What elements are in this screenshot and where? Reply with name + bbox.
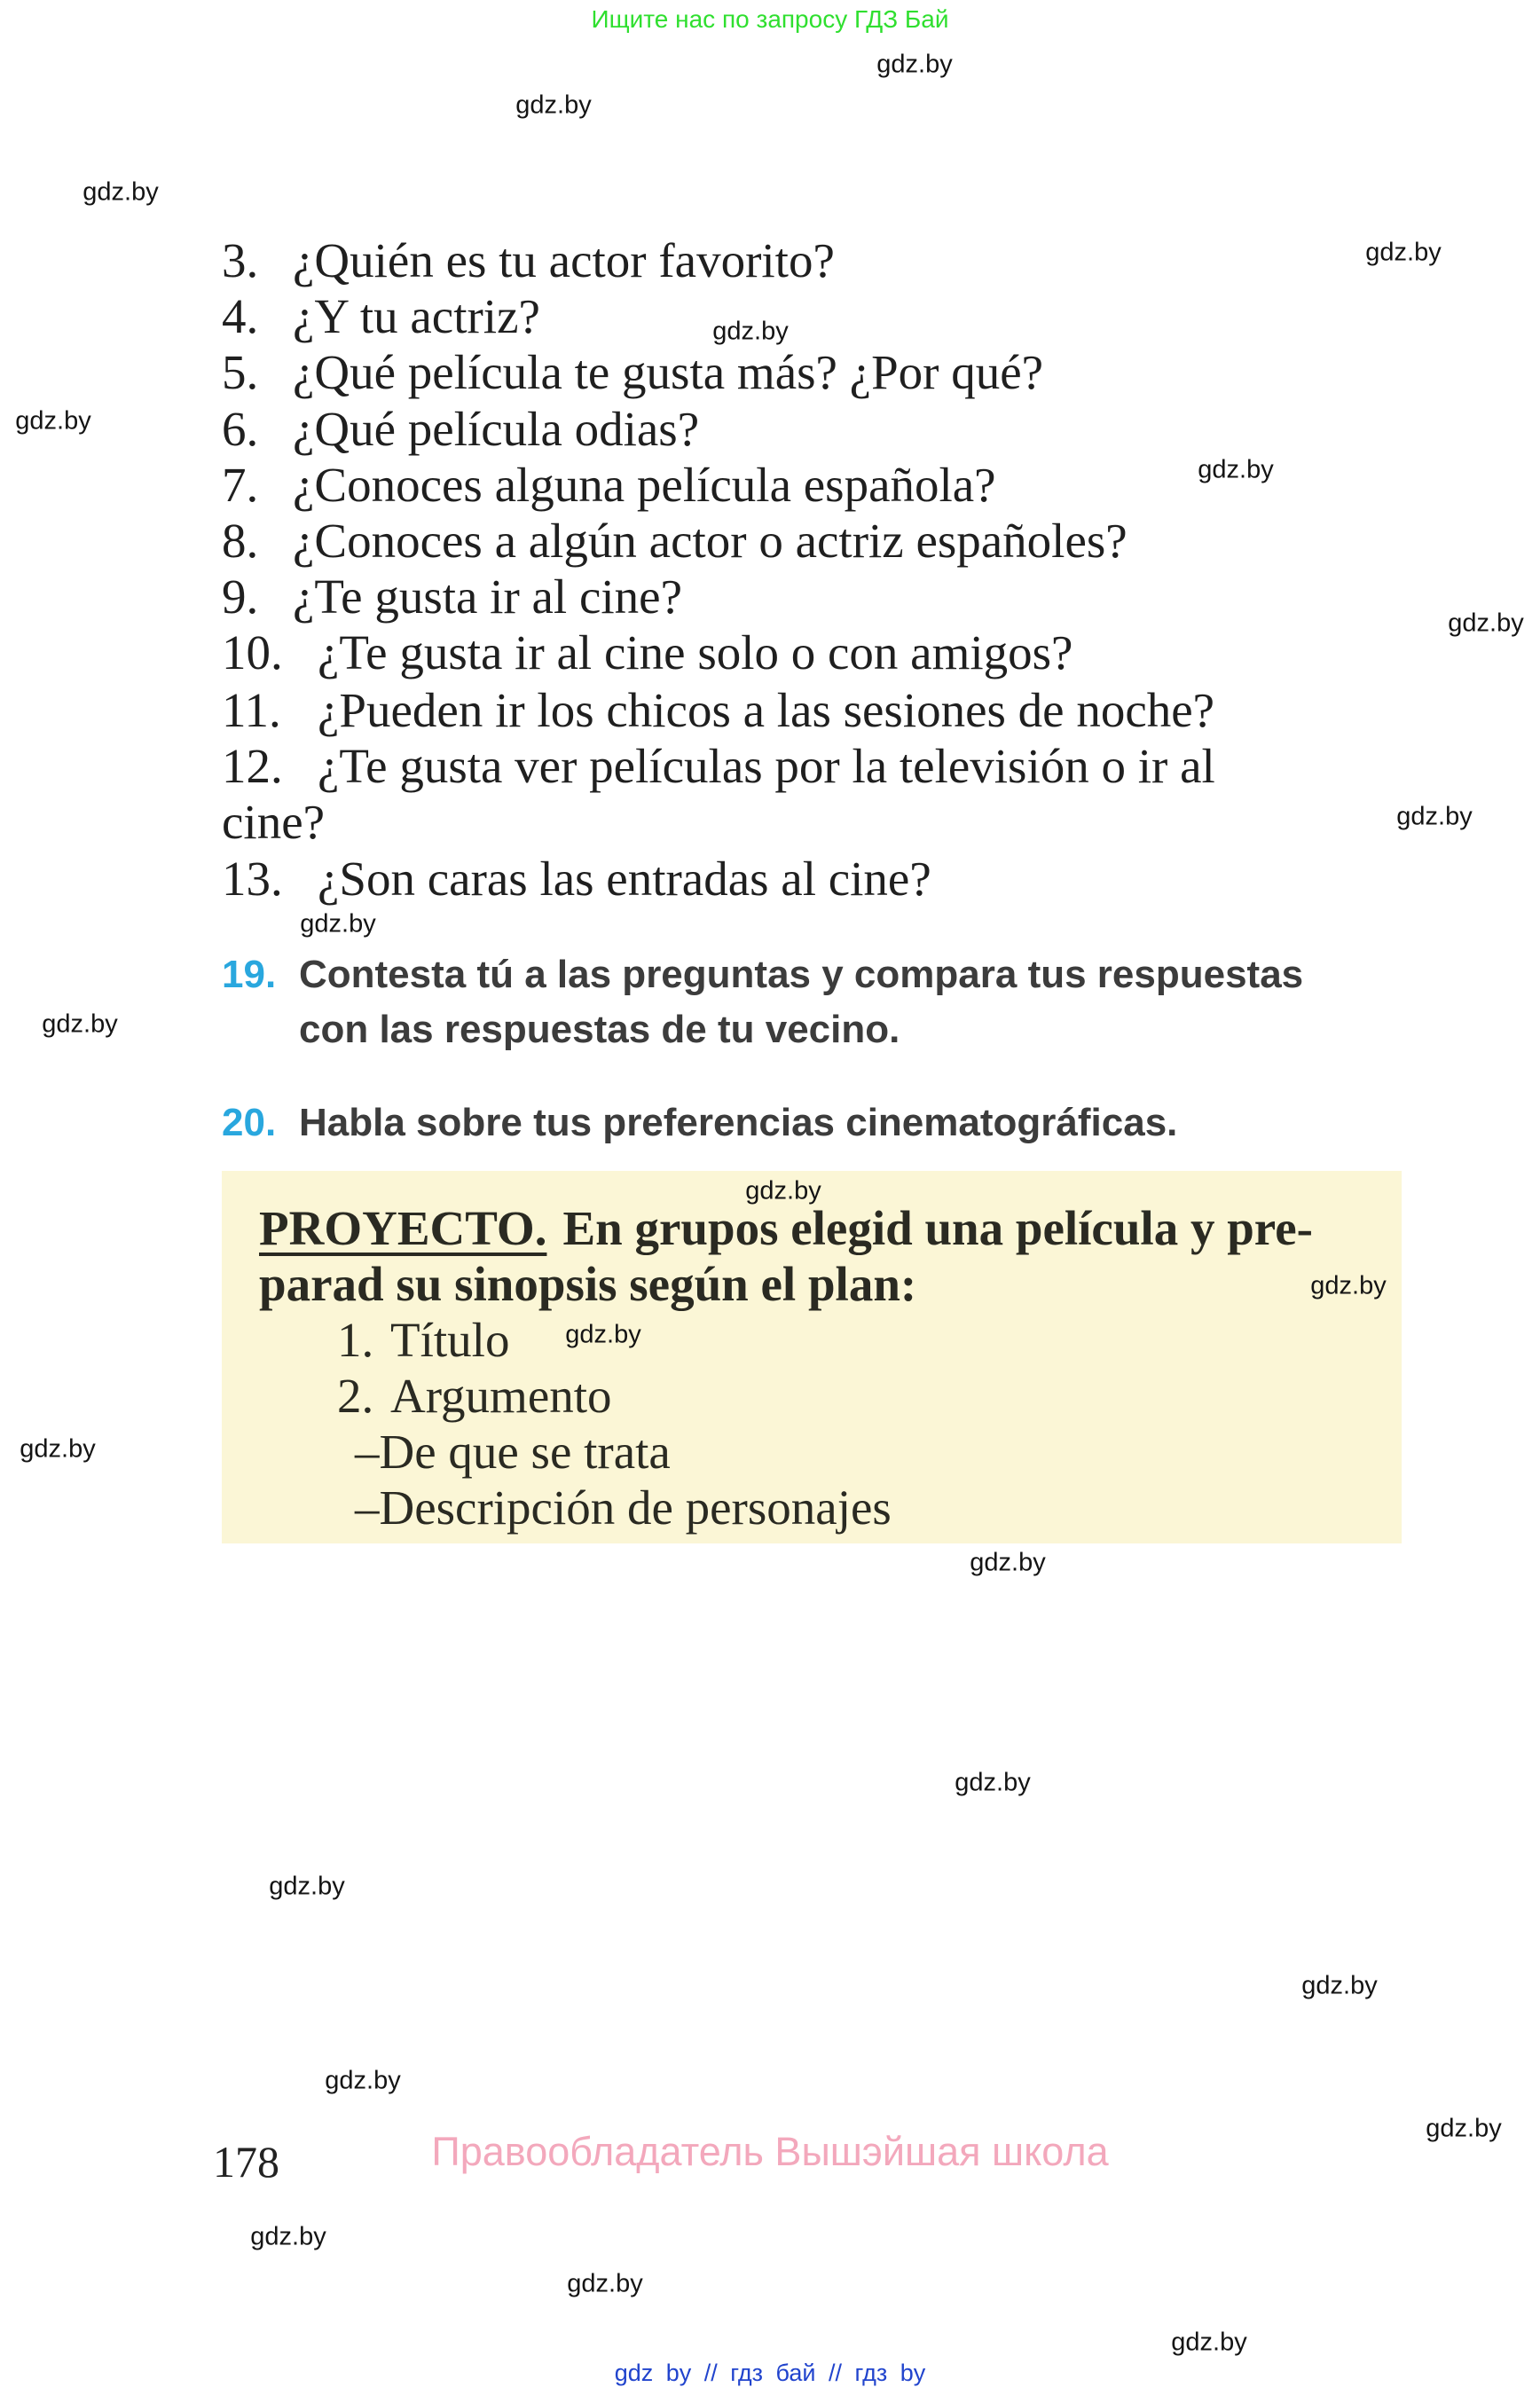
question-number: 8. <box>222 514 259 568</box>
project-subitem-text: De que se trata <box>379 1425 671 1479</box>
question-text: cine? <box>222 795 326 849</box>
gdz-watermark: gdz.by <box>1310 1271 1387 1300</box>
question-line <box>222 682 1464 739</box>
dash-prefix: – <box>355 1425 380 1479</box>
gdz-watermark: gdz.by <box>567 2269 643 2298</box>
project-heading-line <box>259 1256 916 1313</box>
dash-prefix: – <box>355 1480 380 1535</box>
question-text: ¿Te gusta ir al cine solo o con amigos? <box>318 625 1073 679</box>
question-line <box>222 232 1464 289</box>
question-number: 13. <box>222 852 283 906</box>
gdz-watermark: gdz.by <box>565 1320 641 1349</box>
project-list-item <box>337 1368 612 1425</box>
gdz-watermark: gdz.by <box>42 1009 118 1039</box>
question-line <box>222 344 1464 401</box>
gdz-watermark: gdz.by <box>1396 802 1473 831</box>
question-number: 6. <box>222 402 259 456</box>
question-line <box>222 457 1464 514</box>
project-sub-item <box>355 1480 892 1536</box>
question-number: 9. <box>222 569 259 624</box>
question-text: ¿Conoces a algún actor o actriz españoles? <box>293 514 1128 568</box>
exercise-line <box>222 1002 1464 1057</box>
exercise-line <box>222 947 1464 1002</box>
question-line-continuation <box>222 794 1464 851</box>
exercise-text: con las respuestas de tu vecino. <box>299 1008 900 1051</box>
question-text: ¿Pueden ir los chicos a las sesiones de noche? <box>318 683 1215 737</box>
gdz-watermark: gdz.by <box>325 2066 401 2095</box>
question-text: ¿Y tu actriz? <box>293 289 540 343</box>
question-number: 11. <box>222 683 281 737</box>
copyright-text: Правообладатель Вышэйшая школа <box>431 2129 1109 2174</box>
gdz-watermark: gdz.by <box>250 2222 326 2251</box>
gdz-watermark: gdz.by <box>955 1768 1031 1797</box>
question-line <box>222 851 1464 907</box>
page-number: 178 <box>213 2137 279 2187</box>
gdz-watermark: gdz.by <box>1448 609 1524 638</box>
question-number: 10. <box>222 625 283 679</box>
gdz-watermark: gdz.by <box>82 177 159 207</box>
promo-banner: Ищите нас по запросу ГДЗ Бай <box>591 5 949 33</box>
question-text: ¿Qué película odias? <box>293 402 700 456</box>
project-intro-text: En grupos elegid una película y pre- <box>562 1201 1313 1255</box>
exercise-text: Contesta tú a las preguntas y compara tus respuestas <box>299 953 1304 996</box>
question-text: ¿Qué película te gusta más? ¿Por qué? <box>293 345 1044 399</box>
question-line <box>222 401 1464 458</box>
project-title: PROYECTO. <box>259 1201 547 1255</box>
project-heading-line <box>259 1200 1313 1257</box>
gdz-watermark: gdz.by <box>300 909 376 938</box>
question-line <box>222 738 1464 795</box>
question-text: ¿Quién es tu actor favorito? <box>293 233 835 287</box>
question-number: 12. <box>222 739 283 793</box>
gdz-watermark: gdz.by <box>20 1434 96 1464</box>
exercise-item-20 <box>222 1095 1464 1150</box>
project-list-item <box>337 1312 509 1369</box>
question-text: ¿Son caras las entradas al cine? <box>318 852 931 906</box>
gdz-watermark: gdz.by <box>1365 238 1442 267</box>
project-intro-text: parad su sinopsis según el plan: <box>259 1257 917 1311</box>
gdz-watermark: gdz.by <box>515 90 592 120</box>
question-number: 5. <box>222 345 259 399</box>
question-text: ¿Conoces alguna película española? <box>293 458 996 512</box>
project-item-text: Título <box>390 1313 510 1367</box>
exercise-number: 20. <box>222 1101 277 1144</box>
question-text: ¿Te gusta ir al cine? <box>293 569 682 624</box>
exercise-text: Habla sobre tus preferencias cinematográficas. <box>299 1101 1178 1144</box>
exercise-line <box>222 1095 1464 1150</box>
question-line <box>222 513 1464 569</box>
gdz-watermark: gdz.by <box>1198 455 1274 484</box>
project-item-text: Argumento <box>390 1369 612 1423</box>
exercise-number: 19. <box>222 953 277 996</box>
question-text: ¿Te gusta ver películas por la televisión o ir al <box>318 739 1215 793</box>
gdz-watermark: gdz.by <box>970 1548 1046 1577</box>
gdz-watermark: gdz.by <box>1426 2114 1502 2143</box>
exercise-item-19 <box>222 947 1464 1057</box>
footer-links[interactable]: gdz by // гдз бай // гдз by <box>614 2360 926 2386</box>
gdz-watermark: gdz.by <box>1171 2328 1247 2357</box>
gdz-watermark: gdz.by <box>745 1176 821 1205</box>
project-item-number: 1. <box>337 1313 374 1367</box>
question-line <box>222 624 1464 681</box>
gdz-watermark: gdz.by <box>269 1872 345 1901</box>
question-line <box>222 288 1464 345</box>
question-number: 3. <box>222 233 259 287</box>
project-item-number: 2. <box>337 1369 374 1423</box>
project-subitem-text: Descripción de personajes <box>379 1480 892 1535</box>
gdz-watermark: gdz.by <box>712 317 789 346</box>
gdz-watermark: gdz.by <box>15 406 91 436</box>
question-number: 7. <box>222 458 259 512</box>
project-box <box>222 1171 1402 1543</box>
gdz-watermark: gdz.by <box>1301 1971 1378 2000</box>
project-sub-item <box>355 1424 671 1480</box>
question-number: 4. <box>222 289 259 343</box>
question-line <box>222 569 1464 625</box>
gdz-watermark: gdz.by <box>876 50 953 79</box>
